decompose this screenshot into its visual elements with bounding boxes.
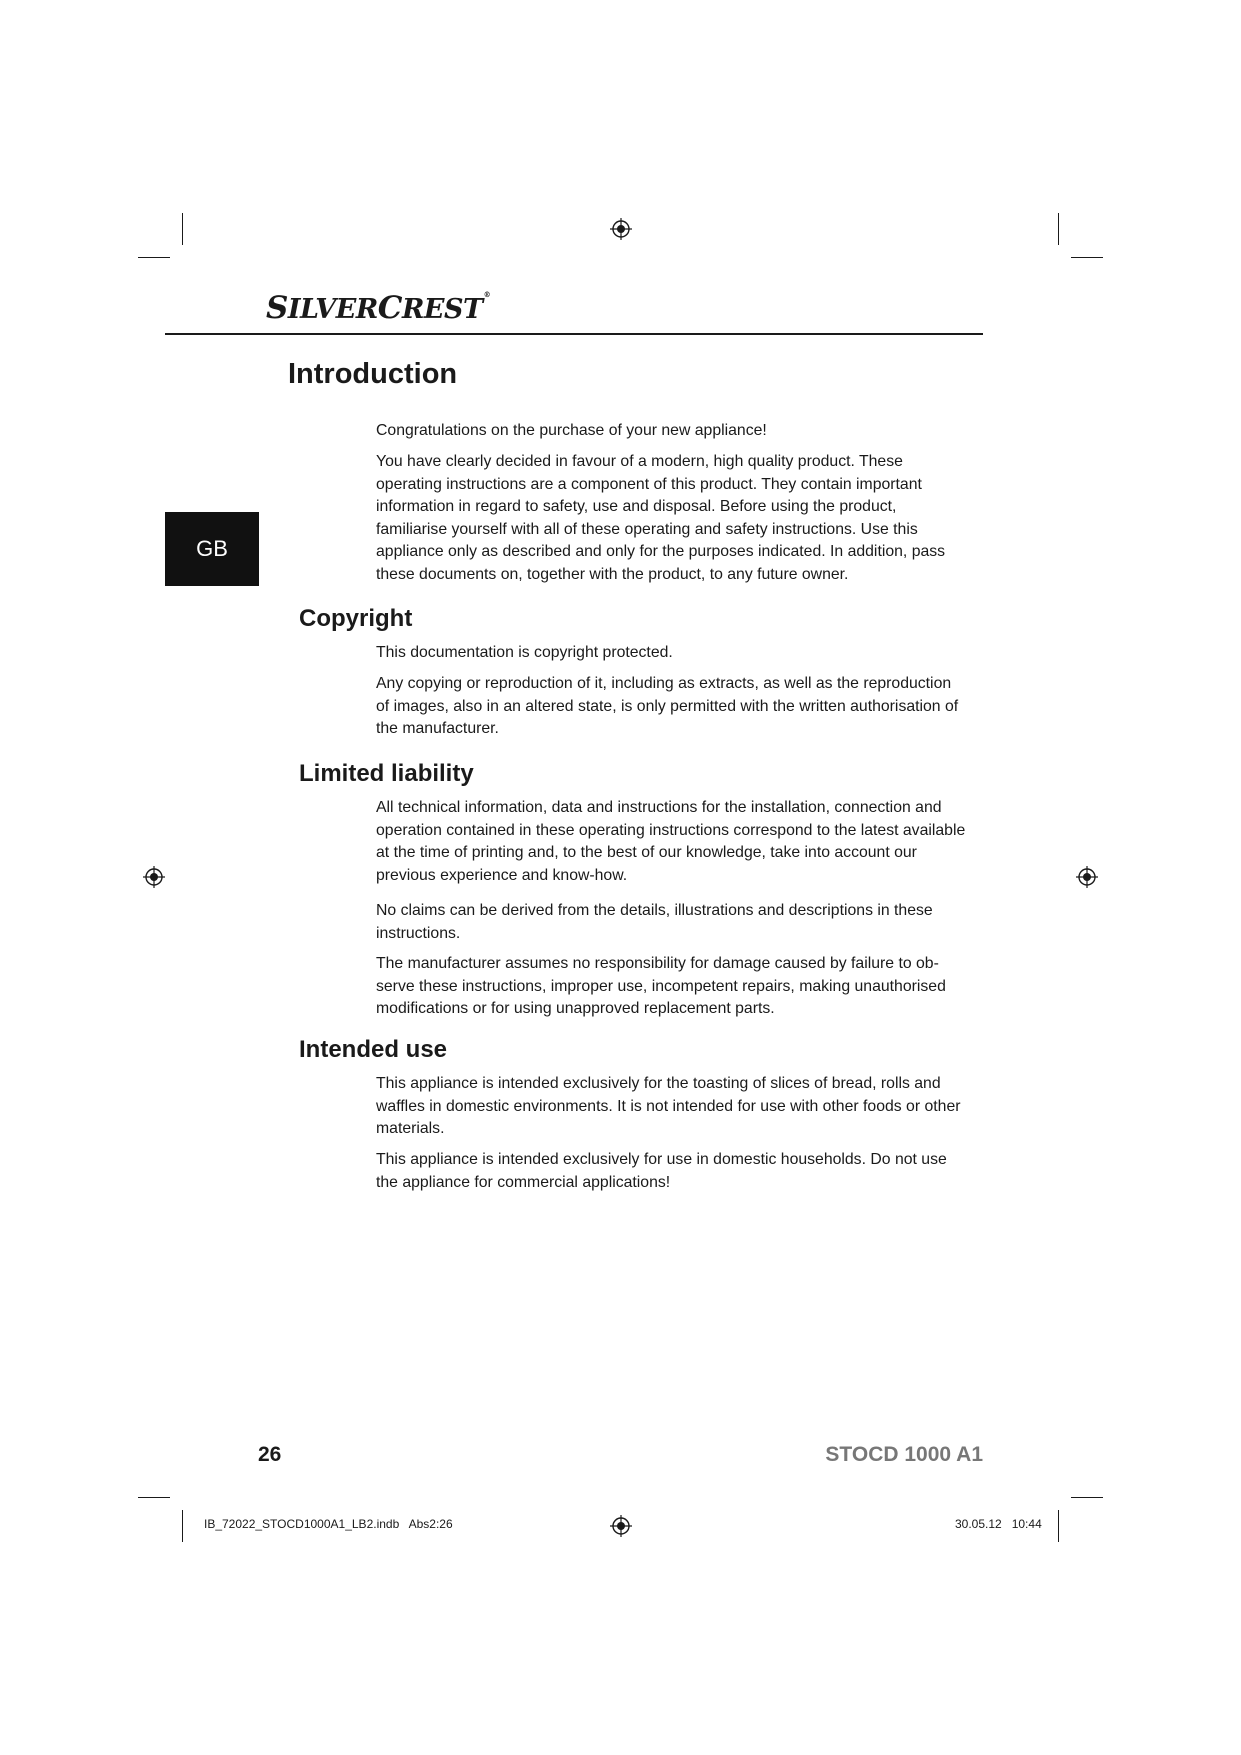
crop-mark — [1058, 213, 1059, 245]
language-tab — [165, 512, 259, 586]
intro-paragraph: You have clearly decided in favour of a modern, high quality product. These operating instructions are a component of this product. They contain important information in regard to safety, use and disposal. Before using the product, familiarise yourself with all of these operating and safety instructions. Use this appliance only as described and only for the purposes indicated. In addition, pass these documents on, together with the product, to any future owner. — [376, 453, 946, 583]
crop-mark — [182, 213, 183, 245]
crop-mark — [1071, 1497, 1103, 1498]
page-title: Introduction — [288, 358, 458, 390]
print-slug-file: IB_72022_STOCD1000A1_LB2.indb Abs2:26 — [204, 1517, 453, 1531]
crop-mark — [182, 1510, 183, 1542]
registration-mark-icon — [142, 865, 166, 889]
brand-logo: SILVERCREST® — [266, 290, 491, 326]
copyright-paragraph: This documentation is copyright protected. — [376, 644, 673, 661]
intro-paragraph: Congratulations on the purchase of your new appliance! — [376, 422, 767, 439]
crop-mark — [1058, 1510, 1059, 1542]
model-number: STOCD 1000 A1 — [825, 1443, 983, 1466]
section-heading-copyright: Copyright — [299, 605, 413, 632]
registration-mark-icon — [609, 1514, 633, 1538]
header-rule — [165, 333, 983, 335]
registration-mark-icon — [1075, 865, 1099, 889]
page-number: 26 — [258, 1443, 282, 1466]
intended-use-paragraph: This appliance is intended exclusively for use in domestic households. Do not use the appliance for commercial applications! — [376, 1151, 947, 1191]
intended-use-paragraph: This appliance is intended exclusively for the toasting of slices of bread, rolls and waffles in domestic environments. It is not intended for use with other foods or other materials. — [376, 1075, 961, 1138]
copyright-paragraph: Any copying or reproduction of it, including as extracts, as well as the reproduction of images, also in an altered state, is only permitted with the written authorisation of the manufacturer. — [376, 675, 959, 738]
crop-mark — [138, 257, 170, 258]
section-heading-liability: Limited liability — [299, 760, 474, 787]
language-tab-label: GB — [196, 536, 228, 561]
liability-paragraph: No claims can be derived from the details, illustrations and descriptions in these instructions. — [376, 902, 933, 942]
print-slug-date: 30.05.12 10:44 — [955, 1517, 1042, 1531]
crop-mark — [1071, 257, 1103, 258]
liability-paragraph: All technical information, data and instructions for the installation, connection and operation contained in these operating instructions correspond to the latest available at the time of printing and, to the best of our knowledge, take into account our previous experience and know-how. — [376, 799, 966, 884]
registration-mark-icon — [609, 217, 633, 241]
liability-paragraph: The manufacturer assumes no responsibility for damage caused by failure to ob-serve these instructions, improper use, incompetent repairs, making unauthorised modifications or for using unapproved replacement parts. — [376, 955, 946, 1018]
section-heading-intended-use: Intended use — [299, 1036, 448, 1063]
crop-mark — [138, 1497, 170, 1498]
